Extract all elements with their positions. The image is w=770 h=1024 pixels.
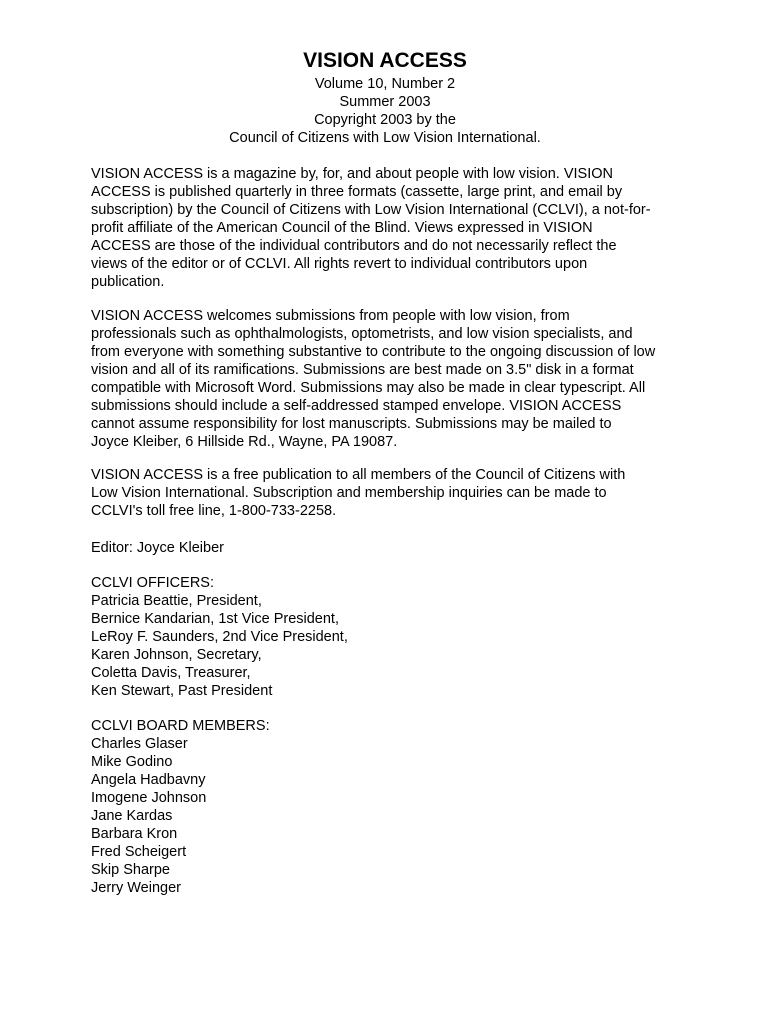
paragraph-line: from everyone with something substantive to contribute to the ongoing discussion of low	[91, 344, 656, 360]
paragraph-line: Joyce Kleiber, 6 Hillside Rd., Wayne, PA 19087.	[91, 434, 398, 450]
membership-paragraph	[91, 466, 691, 520]
paragraph-line: VISION ACCESS is a free publication to all members of the Council of Citizens with	[91, 467, 626, 483]
paragraph-line: professionals such as ophthalmologists, optometrists, and low vision specialists, and	[91, 326, 633, 342]
list-item: Imogene Johnson	[91, 790, 207, 806]
paragraph-line: ACCESS are those of the individual contributors and do not necessarily reflect the	[91, 238, 617, 254]
list-item: Fred Scheigert	[91, 844, 187, 860]
about-paragraph	[91, 165, 691, 291]
list-item: Barbara Kron	[91, 826, 178, 842]
editor-line: Editor: Joyce Kleiber	[91, 540, 224, 556]
list-item: Angela Hadbavny	[91, 772, 206, 788]
paragraph-line: cannot assume responsibility for lost manuscripts. Submissions may be mailed to	[91, 416, 612, 432]
paragraph-line: submissions should include a self-addressed stamped envelope. VISION ACCESS	[91, 398, 622, 414]
paragraph-line: VISION ACCESS welcomes submissions from people with low vision, from	[91, 308, 570, 324]
list-item: Patricia Beattie, President,	[91, 593, 262, 609]
list-item: Mike Godino	[91, 754, 173, 770]
paragraph-line: VISION ACCESS is a magazine by, for, and about people with low vision. VISION	[91, 166, 613, 182]
paragraph-line: ACCESS is published quarterly in three formats (cassette, large print, and email by	[91, 184, 623, 200]
submissions-paragraph	[91, 307, 691, 451]
officers-list	[91, 574, 691, 700]
paragraph-line: subscription) by the Council of Citizens with Low Vision International (CCLVI), a not-for-	[91, 202, 651, 218]
list-item: Skip Sharpe	[91, 862, 170, 878]
paragraph-line: compatible with Microsoft Word. Submissions may also be made in clear typescript. All	[91, 380, 646, 396]
season-line: Summer 2003	[339, 94, 431, 110]
copyright-line: Copyright 2003 by the	[314, 112, 456, 128]
list-item: Ken Stewart, Past President	[91, 683, 273, 699]
paragraph-line: Low Vision International. Subscription and membership inquiries can be made to	[91, 485, 607, 501]
list-item: Karen Johnson, Secretary,	[91, 647, 262, 663]
board-heading: CCLVI BOARD MEMBERS:	[91, 718, 270, 734]
paragraph-line: publication.	[91, 274, 165, 290]
list-item: Bernice Kandarian, 1st Vice President,	[91, 611, 339, 627]
paragraph-line: CCLVI's toll free line, 1-800-733-2258.	[91, 503, 337, 519]
list-item: Coletta Davis, Treasurer,	[91, 665, 251, 681]
paragraph-line: views of the editor or of CCLVI. All rights revert to individual contributors upon	[91, 256, 588, 272]
list-item: LeRoy F. Saunders, 2nd Vice President,	[91, 629, 348, 645]
board-members-list	[91, 717, 691, 897]
list-item: Jerry Weinger	[91, 880, 181, 896]
volume-line: Volume 10, Number 2	[314, 76, 456, 92]
paragraph-line: vision and all of its ramifications. Submissions are best made on 3.5" disk in a format	[91, 362, 634, 378]
document-title: VISION ACCESS	[303, 49, 467, 72]
list-item: Charles Glaser	[91, 736, 188, 752]
list-item: Jane Kardas	[91, 808, 173, 824]
paragraph-line: profit affiliate of the American Council of the Blind. Views expressed in VISION	[91, 220, 593, 236]
officers-heading: CCLVI OFFICERS:	[91, 575, 214, 591]
organization-line: Council of Citizens with Low Vision International.	[229, 130, 541, 146]
